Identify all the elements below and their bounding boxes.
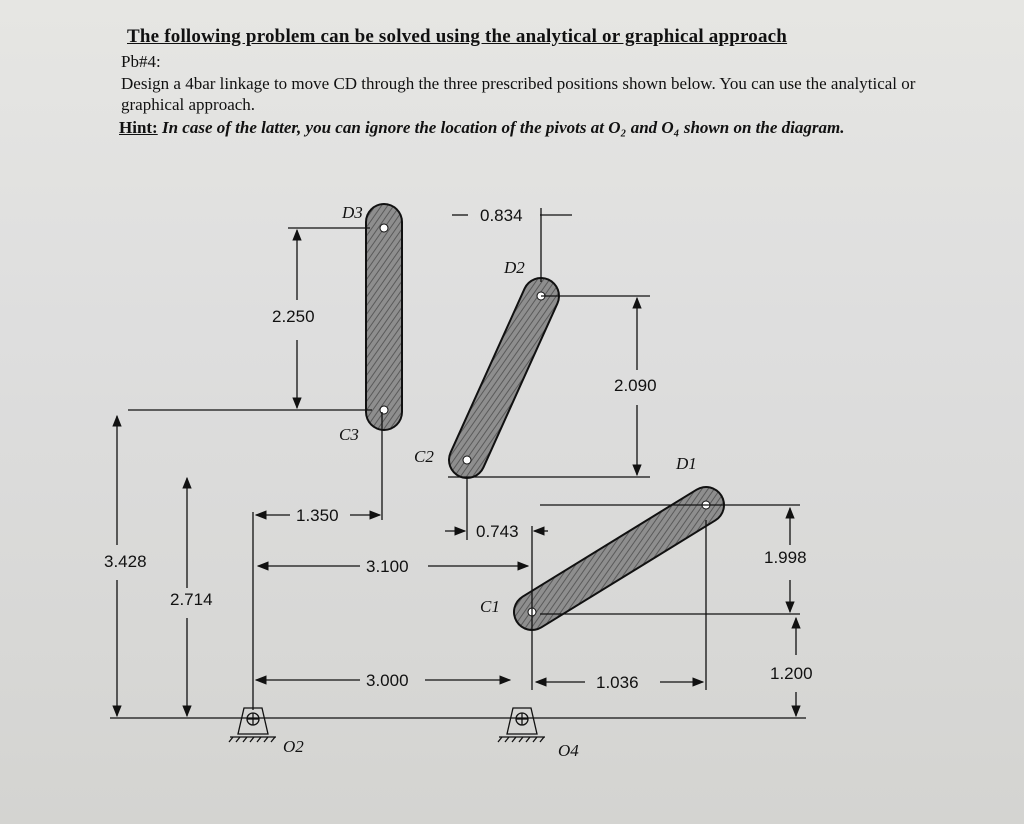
label-c3: C3 — [339, 425, 359, 444]
dim-2714: 2.714 — [170, 590, 213, 609]
label-o2: O2 — [283, 737, 304, 756]
dim-1036: 1.036 — [596, 673, 639, 692]
hint-label: Hint: — [119, 118, 158, 137]
label-d3: D3 — [342, 203, 363, 222]
problem-number: Pb#4: — [121, 52, 161, 71]
problem-heading: The following problem can be solved using the analytical or graphical approach — [127, 26, 788, 47]
dim-0834: 0.834 — [480, 206, 523, 225]
dim-2090: 2.090 — [614, 376, 657, 395]
link-c3-d3 — [380, 222, 388, 414]
label-c1: C1 — [480, 597, 500, 616]
ground-pivot-o2 — [229, 708, 276, 742]
label-d1: D1 — [676, 454, 697, 473]
ground-pivot-o4 — [498, 708, 545, 742]
hint-text: In case of the latter, you can ignore the location of the pivots at O₂ and O₄ shown on the diagram. — [161, 118, 845, 137]
dim-1200: 1.200 — [770, 664, 813, 683]
link-c2-d2 — [463, 292, 545, 464]
dim-1998: 1.998 — [764, 548, 807, 567]
dim-1350: 1.350 — [296, 506, 339, 525]
dim-0743: 0.743 — [476, 522, 519, 541]
label-c2: C2 — [414, 447, 434, 466]
dim-3428: 3.428 — [104, 552, 147, 571]
problem-description: Design a 4bar linkage to move CD through the three prescribed positions shown below. You can use the analytical or graphical approach. — [121, 74, 916, 114]
label-o4: O4 — [558, 741, 579, 760]
dim-2250: 2.250 — [272, 307, 315, 326]
dim-3000: 3.000 — [366, 671, 409, 690]
dim-3100: 3.100 — [366, 557, 409, 576]
label-d2: D2 — [504, 258, 525, 277]
link-c1-d1 — [528, 501, 710, 616]
